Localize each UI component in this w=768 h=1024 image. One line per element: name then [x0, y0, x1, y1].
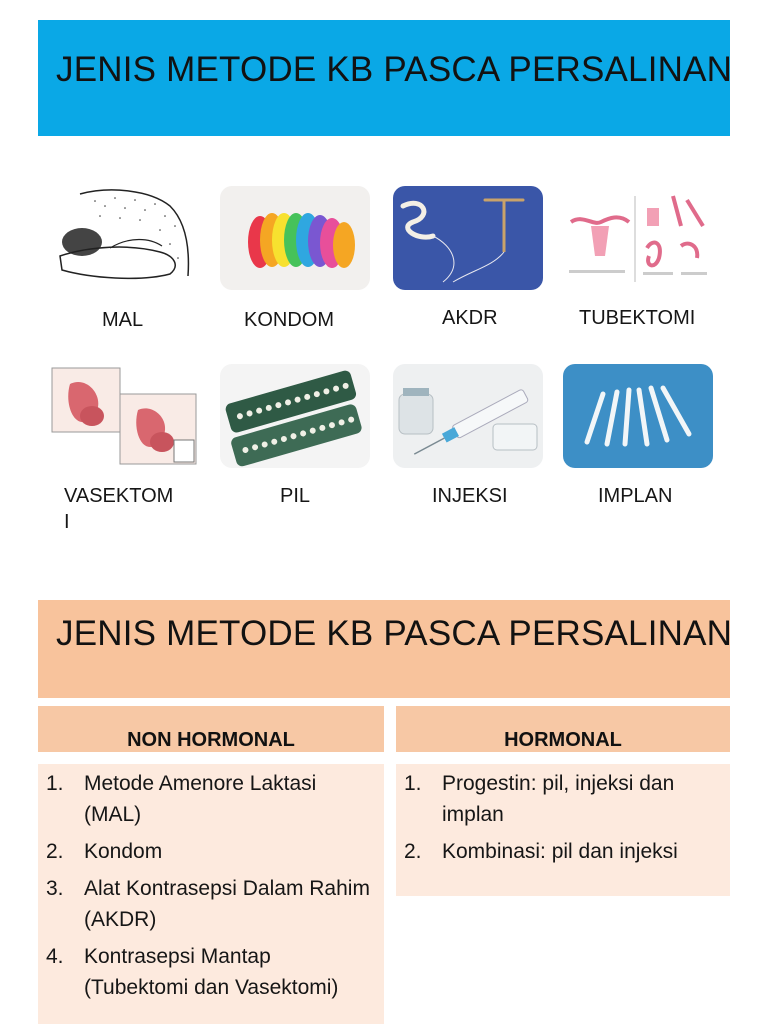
- method-label-akdr: AKDR: [442, 307, 498, 329]
- method-label-implan: IMPLAN: [598, 485, 673, 507]
- list-item: 1. Progestin: pil, injeksi dan implan: [404, 772, 675, 826]
- method-label-pil: PIL: [280, 485, 311, 507]
- vasektomi-diagram-image: [50, 364, 200, 468]
- top-banner-title: JENIS METODE KB PASCA PERSALINAN: [56, 50, 733, 89]
- tubektomi-diagram-image: [563, 186, 713, 290]
- method-label-mal: MAL: [102, 309, 144, 331]
- hormonal-heading: HORMONAL: [396, 706, 730, 752]
- non-hormonal-heading: NON HORMONAL: [38, 706, 384, 752]
- list-item: 4. Kontrasepsi Mantap (Tubektomi dan Vasektomi): [46, 945, 339, 999]
- akdr-iud-image: [393, 186, 543, 290]
- injeksi-syringe-image: [393, 364, 543, 468]
- method-label-injeksi: INJEKSI: [432, 485, 508, 507]
- method-label-vasektomi: VASEKTOM I: [64, 485, 174, 533]
- top-banner: [38, 20, 733, 136]
- mal-breastfeeding-image: [50, 186, 200, 290]
- implan-rods-image: [563, 364, 713, 468]
- method-label-tubektomi: TUBEKTOMI: [579, 307, 696, 329]
- bottom-banner: [38, 600, 733, 698]
- list-item: 1. Metode Amenore Laktasi (MAL): [46, 772, 317, 826]
- list-item: 2. Kondom: [46, 840, 163, 863]
- method-label-kondom: KONDOM: [244, 309, 334, 331]
- list-item: 2. Kombinasi: pil dan injeksi: [404, 840, 678, 863]
- kondom-image: [220, 186, 370, 290]
- pil-pack-image: [220, 364, 370, 468]
- non-hormonal-list: [46, 768, 374, 1003]
- non-hormonal-panel: [38, 764, 384, 1024]
- bottom-banner-title: JENIS METODE KB PASCA PERSALINAN: [56, 614, 733, 653]
- list-item: 3. Alat Kontrasepsi Dalam Rahim (AKDR): [46, 877, 370, 931]
- hormonal-panel: [396, 764, 730, 896]
- hormonal-list: [404, 768, 720, 867]
